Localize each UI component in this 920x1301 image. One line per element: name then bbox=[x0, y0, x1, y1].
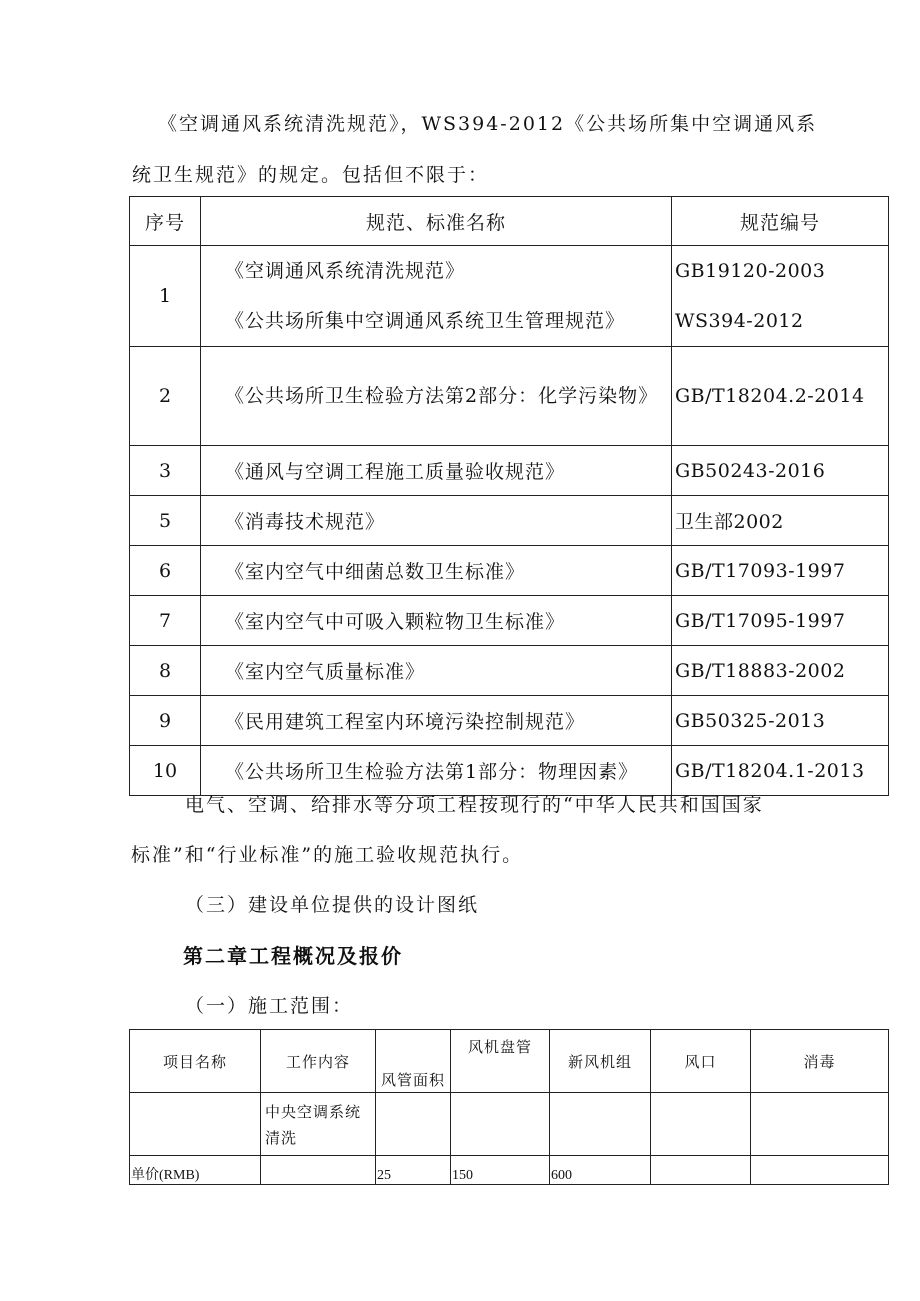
header-standard-code: 规范编号 bbox=[672, 197, 889, 246]
row-number: 7 bbox=[130, 596, 201, 646]
table-cell bbox=[751, 1093, 889, 1156]
table-cell bbox=[261, 1156, 376, 1185]
header-air-vent: 风口 bbox=[651, 1030, 751, 1093]
standard-code: GB/T17095-1997 bbox=[672, 596, 889, 646]
table-row bbox=[130, 546, 889, 596]
header-fresh-air-unit: 新风机组 bbox=[550, 1030, 651, 1093]
standard-name: 《公共场所卫生检验方法第2部分：化学污染物》 bbox=[201, 347, 672, 446]
standard-name: 《室内空气质量标准》 bbox=[201, 646, 672, 696]
standard-code: GB50325-2013 bbox=[672, 696, 889, 746]
standard-code: GB50243-2016 bbox=[672, 446, 889, 496]
standard-name: 《民用建筑工程室内环境污染控制规范》 bbox=[201, 696, 672, 746]
table-cell bbox=[751, 1156, 889, 1185]
table-cell bbox=[651, 1156, 751, 1185]
price-table-header bbox=[130, 1030, 889, 1093]
table-row bbox=[130, 696, 889, 746]
table-cell bbox=[451, 1093, 550, 1156]
standard-name: 《通风与空调工程施工质量验收规范》 bbox=[201, 446, 672, 496]
standards-table bbox=[129, 196, 889, 796]
standard-name: 《室内空气中可吸入颗粒物卫生标准》 bbox=[201, 596, 672, 646]
fresh-air-unit-price: 600 bbox=[550, 1156, 651, 1185]
table-row bbox=[130, 746, 889, 796]
duct-area-price: 25 bbox=[376, 1156, 451, 1185]
row-number: 5 bbox=[130, 496, 201, 546]
table-row bbox=[130, 646, 889, 696]
price-row bbox=[130, 1156, 889, 1185]
table-cell bbox=[550, 1093, 651, 1156]
chapter-heading: 第二章工程概况及报价 bbox=[183, 944, 403, 968]
header-duct-area: 风管面积 bbox=[376, 1030, 451, 1093]
row-number: 8 bbox=[130, 646, 201, 696]
table-cell bbox=[130, 1093, 261, 1156]
row-number: 3 bbox=[130, 446, 201, 496]
row-number: 6 bbox=[130, 546, 201, 596]
row-number: 10 bbox=[130, 746, 201, 796]
acceptance-paragraph-line-1: 电气、空调、给排水等分项工程按现行的“中华人民共和国国家 bbox=[185, 794, 764, 816]
standard-code: GB/T17093-1997 bbox=[672, 546, 889, 596]
standard-name: 《室内空气中细菌总数卫生标准》 bbox=[201, 546, 672, 596]
header-serial: 序号 bbox=[130, 197, 201, 246]
standard-code: GB19120-2003 bbox=[675, 260, 826, 282]
standard-code: 卫生部2002 bbox=[672, 496, 889, 546]
standard-code: GB/T18204.1-2013 bbox=[672, 746, 889, 796]
standard-name-cell bbox=[201, 246, 672, 347]
table-row bbox=[130, 347, 889, 446]
table-row bbox=[130, 446, 889, 496]
design-drawings-item: （三）建设单位提供的设计图纸 bbox=[185, 894, 480, 916]
standard-code: WS394-2012 bbox=[675, 310, 804, 332]
intro-line-2: 统卫生规范》的规定。包括但不限于： bbox=[132, 164, 490, 186]
header-work-content: 工作内容 bbox=[261, 1030, 376, 1093]
row-number: 9 bbox=[130, 696, 201, 746]
construction-scope-heading: （一）施工范围： bbox=[185, 995, 354, 1017]
unit-price-label: 单价(RMB) bbox=[130, 1156, 261, 1185]
table-cell bbox=[376, 1093, 451, 1156]
standard-code-cell bbox=[672, 246, 889, 347]
standard-code: GB/T18204.2-2014 bbox=[672, 347, 889, 446]
standard-name: 《消毒技术规范》 bbox=[201, 496, 672, 546]
acceptance-paragraph-line-2: 标准”和“行业标准”的施工验收规范执行。 bbox=[131, 844, 524, 866]
table-row bbox=[130, 1093, 889, 1156]
row-number: 1 bbox=[130, 246, 201, 347]
standard-name: 《空调通风系统清洗规范》 bbox=[225, 260, 466, 282]
header-project-name: 项目名称 bbox=[130, 1030, 261, 1093]
fan-coil-price: 150 bbox=[451, 1156, 550, 1185]
table-row bbox=[130, 496, 889, 546]
standards-table-header bbox=[130, 197, 889, 246]
table-row bbox=[130, 596, 889, 646]
header-disinfection: 消毒 bbox=[751, 1030, 889, 1093]
header-standard-name: 规范、标准名称 bbox=[201, 197, 672, 246]
standard-code: GB/T18883-2002 bbox=[672, 646, 889, 696]
table-row bbox=[130, 246, 889, 347]
price-table bbox=[129, 1029, 889, 1185]
header-fan-coil: 风机盘管 bbox=[451, 1030, 550, 1093]
work-content-cell: 中央空调系统清洗 bbox=[261, 1093, 376, 1156]
standard-name: 《公共场所集中空调通风系统卫生管理规范》 bbox=[225, 310, 626, 332]
intro-line-1: 《空调通风系统清洗规范》，WS394-2012《公共场所集中空调通风系 bbox=[158, 113, 818, 135]
table-cell bbox=[651, 1093, 751, 1156]
row-number: 2 bbox=[130, 347, 201, 446]
standard-name: 《公共场所卫生检验方法第1部分：物理因素》 bbox=[201, 746, 672, 796]
